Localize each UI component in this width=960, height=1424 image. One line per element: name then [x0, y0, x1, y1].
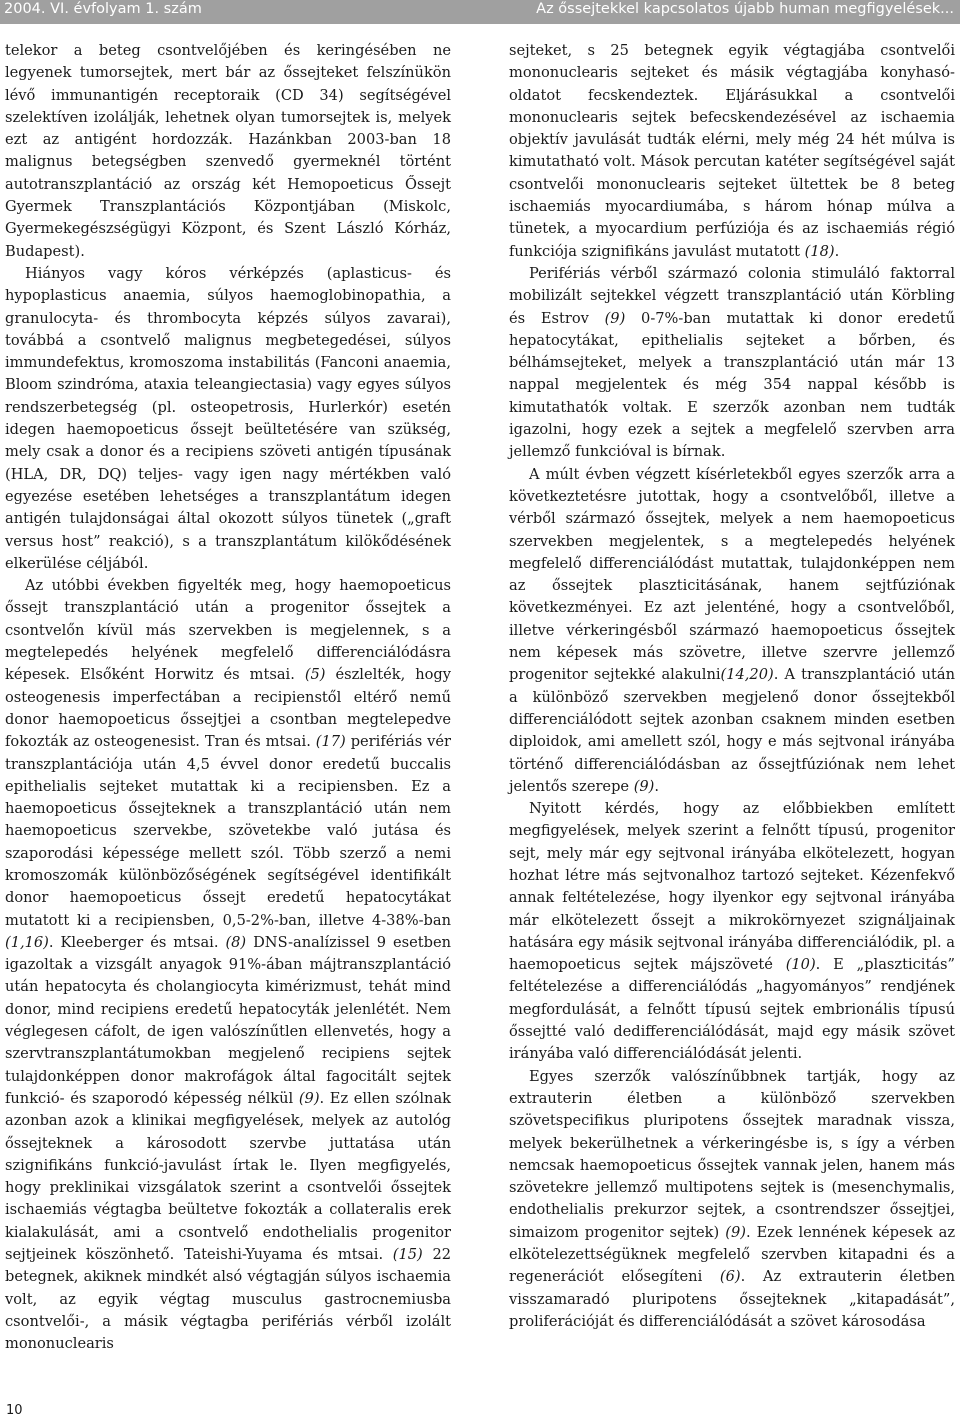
text-run: . Ezek lennének képesek az elkötelezettségüknek megfelelő szervben kitapadni és a regenerációt elősegíteni: [509, 1223, 956, 1286]
text-run: Perifériás vérből származó colonia stimuláló faktorral mobilizált sejtekkel végzett transzplantáció után Körbling és Estrov: [509, 264, 955, 327]
citation: (14,20): [720, 666, 774, 684]
paragraph: [5, 575, 451, 1355]
citation: (9): [633, 777, 655, 795]
paragraph: [509, 263, 955, 464]
citation: (9): [725, 1223, 746, 1241]
paragraph: [509, 464, 955, 798]
paragraph: [509, 40, 955, 263]
citation: (5): [304, 666, 326, 684]
text-run: Nyitott kérdés, hogy az előbbiekben említett megfigyelések, melyek szerint a felnőtt típusú, progenitor sejt, mely már egy sejtvonal irányába elkötelezett, hogyan hozhat létre más sejtvonalhoz tartozó sejteket. Kézenfekvő annak feltételezése, hogy ilyenkor egy sejtvonal irányába már elkötelezett őssejt a mikrokörnyezet szignáljainak hatására egy másik sejtvonal irányába differenciálódik, pl. a haemopoeticus sejtek májszöveté: [509, 800, 955, 974]
paragraph: [509, 798, 955, 1066]
citation: (1,16): [5, 933, 49, 951]
citation: (9): [298, 1089, 320, 1107]
citation: (8): [225, 933, 247, 951]
left-column: [5, 40, 451, 1356]
citation: (9): [604, 309, 626, 327]
right-column: [509, 40, 955, 1333]
page-number: 10: [6, 1403, 23, 1418]
text-run: észlelték, hogy osteogenesis imperfectában a recipienstől eltérő nemű donor haemopoeticus őssejtjei a csontban megtelepedve fokozták az osteogenesist. Tran és mtsai.: [5, 666, 451, 751]
citation: (18): [804, 242, 835, 260]
text-run: perifériás vér transzplantációja után 4,5 évvel donor eredetű buccalis epithelialis sejteket mutattak ki a recipiensben. Ez a haemopoeticus őssejteknek a transzplantáció után nem haemopoeticus szervekbe, szövetekbe való jutása és szaporodási képessége mellett szól. Több szerző a nemi kromoszomák különbözőségének segítségével identifikált donor haemopoeticus őssejt eredetű hepatocytákat mutatott ki a recipiensben, 0,5-2%-ban, illetve 4-38%-ban: [5, 733, 451, 929]
text-run: sejteket, s 25 betegnek egyik végtagjába csontvelői mononuclearis sejteket és másik végtagjába konyhasó-oldatot fecskendeztek. Eljárásukkal a csontvelői mononuclearis sejtek befecskendezésével az ischaemia objektív javulását tudták elérni, mely még 24 hét múlva is kimutatható volt. Mások percutan katéter segítségével saját csontvelői mononuclearis sejteket ültettek be 8 beteg ischaemiás myocardiumába, s három hónap múlva a tünetek, a myocardium perfúziója és az ischaemiás régió funkciója szignifikáns javulást mutatott: [509, 42, 955, 260]
citation: (17): [315, 733, 346, 751]
text-run: . A transzplantáció után a különböző szervekben megjelenő donor őssejtekből differenciálódott sejtek azonban csaknem minden esetben diploidok, ami amellett szól, hogy e más sejtvonal irányába történő differenciálódásban az őssejtfúziónak nem lehet jelentős szerepe: [509, 666, 955, 795]
paragraph: [509, 1066, 955, 1334]
text-run: Hiányos vagy kóros vérképzés (aplasticus- és hypoplasticus anaemia, súlyos haemoglobinopathia, a granulocyta- és thrombocyta képzés súlyos zavarai), továbbá a csontvelő malignus megbetegedései, súlyos immundefektus, kromoszoma instabilitás (Fanconi anaemia, Bloom szindróma, ataxia teleangiectasia) vagy egyes súlyos rendszerbetegség (pl. osteopetrosis, Hurlerkór) esetén idegen haemopoeticus őssejt beültetésére van szükség, mely csak a donor és a recipiens szöveti antigén típusának (HLA, DR, DQ) teljes- vagy igen nagy mértékben való egyezése esetében lehetséges a transzplantátum idegen antigén tulajdonságai által okozott súlyos tünetek („graft versus host” reakció), s a transzplantátum kilökődésének elkerülése céljából.: [5, 264, 451, 572]
text-run: Egyes szerzők valószínűbbnek tartják, hogy az extrauterin életben a különböző szervekben szövetspecifikus pluripotens őssejtek maradnak vissza, melyek bekerülhetnek a vérkeringésbe is, s így a vérben nemcsak haemopoeticus őssejtek vannak jelen, hanem más szövetekre jellemző multipotens sejtek is (mesenchymalis, endothelialis prekurzor sejtek, a csontrendszer őssejtjei, simaizom progenitor sejtek): [509, 1067, 955, 1241]
text-run: DNS-analízissel 9 esetben igazoltak a vizsgált anyagok 91%-ában májtranszplantáció után hepatocyta és cholangiocyta kimérizmust, tehát mind donor, mind recipiens eredetű hepatocyták jelenlétét. Nem véglegesen cáfolt, de igen valószínűtlen ellenvetés, hogy a szervtranszplantátumokban megjelenő recipiens sejtek tulajdonképpen donor makrofágok által fagocitált sejtek funkció- és szaporodó képesség nélkül: [5, 933, 452, 1107]
text-run: 22 betegnek, akiknek mindkét alsó végtagján súlyos ischaemia volt, az egyik végtag musculus gastrocnemiusba csontvelői-, a másik végtagba perifériás vérből izolált mononuclearis: [5, 1246, 452, 1353]
citation: (15): [392, 1246, 423, 1264]
text-run: . Ez ellen szólnak azonban azok a klinikai megfigyelések, melyek az autológ őssejteknek a károsodott szervbe juttatása után szignifikáns funkció-javulást írtak le. Ilyen megfigyelés, hogy preklinikai vizsgálatok szerint a csontvelői őssejtek ischaemiás végtagba beültetve fokozták a collateralis erek kialakulását, ami a csontvelő endothelialis progenitor sejtjeinek köszönhető. Tateishi-Yuyama és mtsai.: [5, 1089, 451, 1264]
citation: (6): [719, 1268, 741, 1286]
text-run: Az utóbbi években figyelték meg, hogy haemopoeticus őssejt transzplantáció után a progenitor őssejtek a csontvelőn kívül más szervekben is megjelennek, s a megtelepedés helyének megfelelő differenciálódásra képesek. Elsőként Horwitz és mtsai.: [5, 577, 451, 684]
text-run: .: [654, 777, 660, 795]
citation: (10): [785, 956, 816, 974]
text-run: A múlt évben végzett kísérletekből egyes szerzők arra a következtetésre jutottak, hogy a csontvelőből, illetve a vérből származó őssejtek, melyek a nem haemopoeticus szervekben megjelentek, s a megtelepedés helyének megfelelő differenciálódást mutattak, tulajdonképpen nem az őssejtek plaszticitásának, hanem sejtfúziónak következményei. Ez azt jelenténé, hogy a csontvelőből, illetve vérkeringésből származó haemopoeticus őssejtek nem képesek más szövetre, illetve szervre jellemző progenitor sejtekké alakulni: [509, 465, 955, 684]
text-run: .: [834, 242, 840, 260]
text-run: . Kleeberger és mtsai.: [48, 933, 219, 951]
running-header: [0, 0, 960, 24]
text-run: 0-7%-ban mutattak ki donor eredetű hepatocytákat, epithelialis sejteket a bőrben, és bélhámsejteket, melyek a transzplantáció után már 13 nappal megjelentek és még 354 nappal később is kimutathatók voltak. E szerzők azonban nem tudták igazolni, hogy ezek a sejtek a megfelelő szervben arra jellemző funkcióval is bírnak.: [509, 309, 956, 461]
text-run: . E „plaszticitás” feltételezése a differenciálódás „hagyományos” rendjének megfordulását, a felnőtt típusú sejtek embrionális típusú őssejtté való dedifferenciálódását, majd egy másik szövet irányába való differenciálódását jelenti.: [509, 956, 955, 1063]
text-run: . Az extrauterin életben visszamaradó pluripotens őssejteknek „kitapadását”, proliferációját és differenciálódását a szövet károsodása: [509, 1268, 955, 1330]
journal-issue: 2004. VI. évfolyam 1. szám: [4, 1, 202, 17]
text-run: telekor a beteg csontvelőjében és keringésében ne legyenek tumorsejtek, mert bár az őssejteket felszínükön lévő immunantigén receptoraik (CD 34) segítségével szelektíven izolálják, lehetnek olyan tumorsejtek is, melyek ezt az antigént hordozzák. Hazánkban 2003-ban 18 malignus betegségben szenvedő gyermeknél történt autotranszplantáció az ország két Hemopoeticus Őssejt Gyermek Transzplantációs Központjában (Miskolc, Gyermekegészségügyi Központ, és Szent László Kórház, Budapest).: [5, 42, 451, 260]
paragraph: [5, 40, 451, 263]
paragraph: [5, 263, 451, 575]
article-running-title: Az őssejtekkel kapcsolatos újabb human megfigyelések...: [536, 1, 954, 17]
